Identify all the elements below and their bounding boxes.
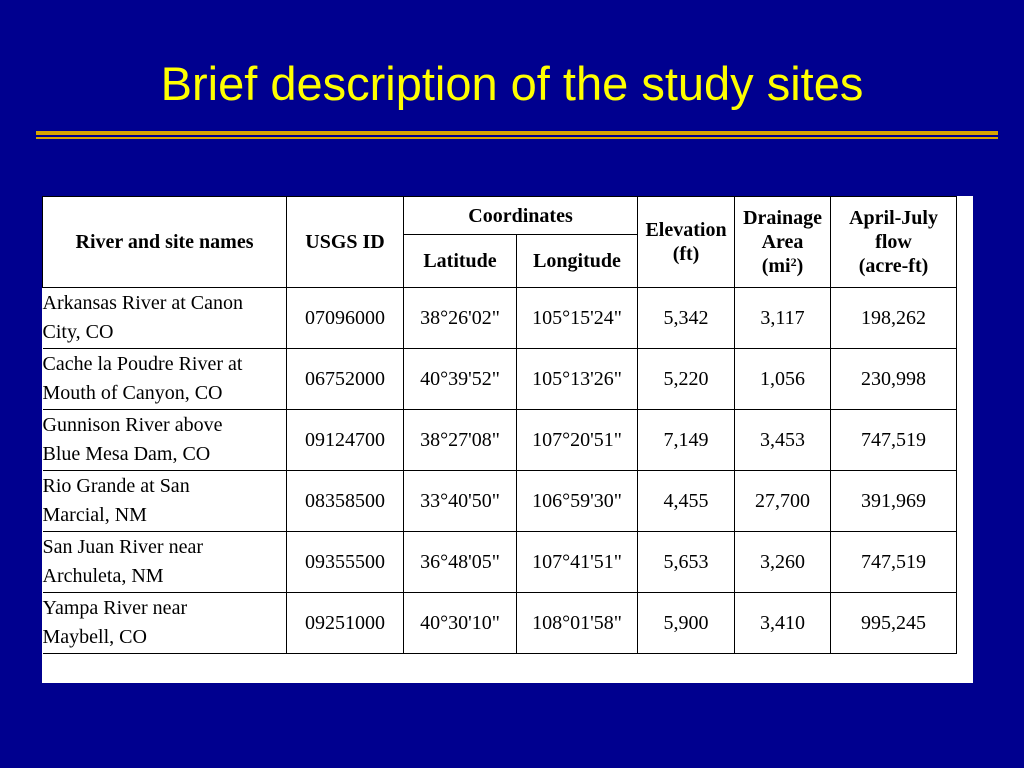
header-latitude: Latitude (404, 235, 517, 288)
drainage-area-cell: 27,700 (735, 471, 831, 532)
elevation-cell: 5,220 (638, 349, 735, 410)
usgs-id-cell: 07096000 (287, 288, 404, 349)
header-elevation: Elevation (ft) (638, 197, 735, 288)
header-site-names: River and site names (43, 197, 287, 288)
header-usgs-id: USGS ID (287, 197, 404, 288)
site-name-cell: Gunnison River above Blue Mesa Dam, CO (43, 410, 287, 471)
site-name-cell: Rio Grande at San Marcial, NM (43, 471, 287, 532)
table-row (43, 532, 957, 593)
latitude-cell: 38°27'08" (404, 410, 517, 471)
latitude-cell: 40°30'10" (404, 593, 517, 654)
table-row (43, 410, 957, 471)
header-longitude: Longitude (517, 235, 638, 288)
site-name-cell: San Juan River near Archuleta, NM (43, 532, 287, 593)
elevation-cell: 5,653 (638, 532, 735, 593)
table-row (43, 349, 957, 410)
flow-cell: 198,262 (831, 288, 957, 349)
longitude-cell: 107°41'51" (517, 532, 638, 593)
drainage-area-cell: 3,117 (735, 288, 831, 349)
flow-cell: 747,519 (831, 410, 957, 471)
elevation-cell: 4,455 (638, 471, 735, 532)
usgs-id-cell: 06752000 (287, 349, 404, 410)
header-april-july-flow: April-July flow (acre-ft) (831, 197, 957, 288)
flow-cell: 230,998 (831, 349, 957, 410)
longitude-cell: 105°15'24" (517, 288, 638, 349)
flow-cell: 747,519 (831, 532, 957, 593)
study-sites-table (42, 196, 957, 654)
table-row (43, 593, 957, 654)
header-coordinates: Coordinates (404, 197, 638, 235)
usgs-id-cell: 09251000 (287, 593, 404, 654)
table-row (43, 288, 957, 349)
drainage-area-cell: 3,410 (735, 593, 831, 654)
title-underline (36, 131, 998, 135)
drainage-area-cell: 1,056 (735, 349, 831, 410)
usgs-id-cell: 08358500 (287, 471, 404, 532)
elevation-cell: 7,149 (638, 410, 735, 471)
latitude-cell: 38°26'02" (404, 288, 517, 349)
table-row (43, 471, 957, 532)
site-name-cell: Arkansas River at Canon City, CO (43, 288, 287, 349)
longitude-cell: 108°01'58" (517, 593, 638, 654)
usgs-id-cell: 09355500 (287, 532, 404, 593)
latitude-cell: 33°40'50" (404, 471, 517, 532)
usgs-id-cell: 09124700 (287, 410, 404, 471)
slide-title: Brief description of the study sites (160, 57, 864, 110)
latitude-cell: 40°39'52" (404, 349, 517, 410)
elevation-cell: 5,342 (638, 288, 735, 349)
drainage-area-cell: 3,453 (735, 410, 831, 471)
flow-cell: 995,245 (831, 593, 957, 654)
flow-cell: 391,969 (831, 471, 957, 532)
drainage-area-cell: 3,260 (735, 532, 831, 593)
longitude-cell: 106°59'30" (517, 471, 638, 532)
title-underline-thin (36, 137, 998, 139)
elevation-cell: 5,900 (638, 593, 735, 654)
longitude-cell: 105°13'26" (517, 349, 638, 410)
longitude-cell: 107°20'51" (517, 410, 638, 471)
table-panel (42, 196, 973, 683)
header-drainage-area: Drainage Area $(mi^2)$ (735, 197, 831, 288)
latitude-cell: 36°48'05" (404, 532, 517, 593)
site-name-cell: Yampa River near Maybell, CO (43, 593, 287, 654)
site-name-cell: Cache la Poudre River at Mouth of Canyon, CO (43, 349, 287, 410)
